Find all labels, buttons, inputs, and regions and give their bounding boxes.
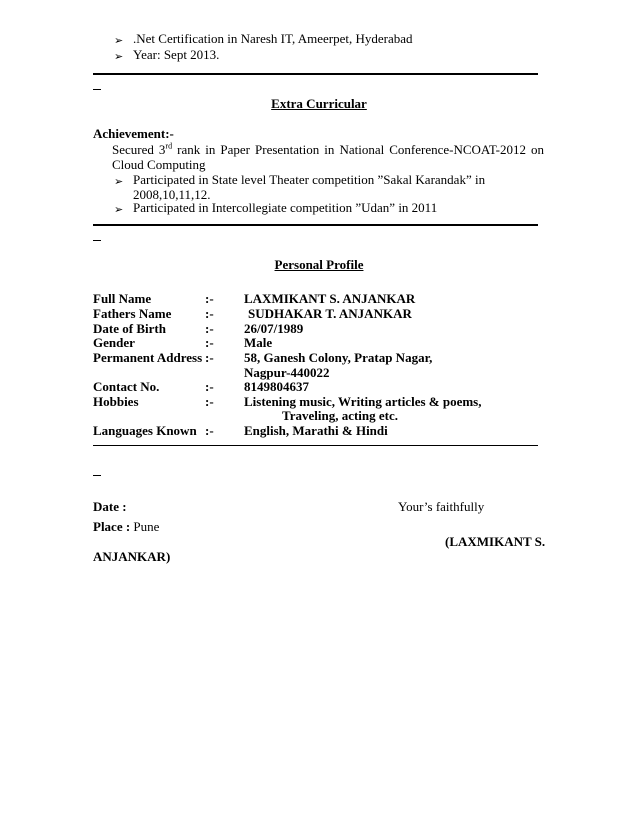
section-divider: [93, 445, 538, 446]
dash-mark: [93, 240, 101, 241]
place-label: Place :: [93, 519, 131, 534]
dob-value: 26/07/1989: [244, 321, 304, 336]
contact-value: 8149804637: [244, 379, 309, 394]
arrow-bullet-icon: ➢: [114, 176, 124, 188]
separator: :-: [205, 291, 214, 306]
languages-label: Languages Known: [93, 423, 197, 438]
date-label: Date :: [93, 499, 127, 514]
arrow-bullet-icon: ➢: [114, 51, 124, 63]
hobbies-label: Hobbies: [93, 394, 139, 409]
place-line: [93, 519, 159, 535]
dob-label: Date of Birth: [93, 321, 166, 336]
certification-item: .Net Certification in Naresh IT, Ameerpet, Hyderabad: [133, 31, 413, 46]
arrow-bullet-icon: ➢: [114, 35, 124, 47]
separator: :-: [205, 379, 214, 394]
fathers-name-label: Fathers Name: [93, 306, 172, 321]
separator: :-: [205, 423, 214, 438]
section-divider: [93, 224, 538, 226]
secured-rest: rank in Paper Presentation in National Conference-NCOAT-2012 on: [177, 142, 544, 157]
certification-year: Year: Sept 2013.: [133, 47, 220, 62]
separator: :-: [205, 394, 214, 409]
full-name-value: LAXMIKANT S. ANJANKAR: [244, 291, 416, 306]
full-name-label: Full Name: [93, 291, 152, 306]
dash-mark: [93, 475, 101, 476]
ordinal-suffix: rd: [165, 141, 173, 151]
separator: :-: [205, 321, 214, 336]
udan-competition: Participated in Intercollegiate competition ”Udan” in 2011: [133, 200, 438, 215]
hobbies-line-2: Traveling, acting etc.: [282, 408, 399, 423]
address-line-2: Nagpur-440022: [244, 365, 330, 380]
separator: :-: [205, 350, 214, 365]
dash-mark: [93, 89, 101, 90]
address-line-1: 58, Ganesh Colony, Pratap Nagar,: [244, 350, 433, 365]
achievement-topic: Cloud Computing: [112, 157, 206, 172]
signature-name-line-1: (LAXMIKANT S.: [445, 534, 546, 549]
personal-profile-heading: Personal Profile: [274, 257, 364, 272]
gender-value: Male: [244, 335, 273, 350]
separator: :-: [205, 306, 214, 321]
achievement-label: Achievement:-: [93, 126, 174, 141]
arrow-bullet-icon: ➢: [114, 204, 124, 216]
secured-text: Secured 3: [112, 142, 166, 157]
languages-value: English, Marathi & Hindi: [244, 423, 388, 438]
achievement-secured-line: [112, 142, 544, 158]
fathers-name-value: SUDHAKAR T. ANJANKAR: [248, 306, 412, 321]
section-divider: [93, 73, 538, 75]
contact-label: Contact No.: [93, 379, 160, 394]
hobbies-line-1: Listening music, Writing articles & poems,: [244, 394, 482, 409]
theater-competition: Participated in State level Theater competition ”Sakal Karandak” in: [133, 172, 486, 187]
theater-years: 2008,10,11,12.: [133, 187, 211, 202]
extra-curricular-heading: Extra Curricular: [271, 96, 367, 111]
closing-text: Your’s faithfully: [398, 499, 485, 514]
address-label: Permanent Address: [93, 350, 203, 365]
place-value: Pune: [133, 519, 160, 534]
separator: :-: [205, 335, 214, 350]
gender-label: Gender: [93, 335, 135, 350]
signature-name-line-2: ANJANKAR): [93, 549, 171, 564]
